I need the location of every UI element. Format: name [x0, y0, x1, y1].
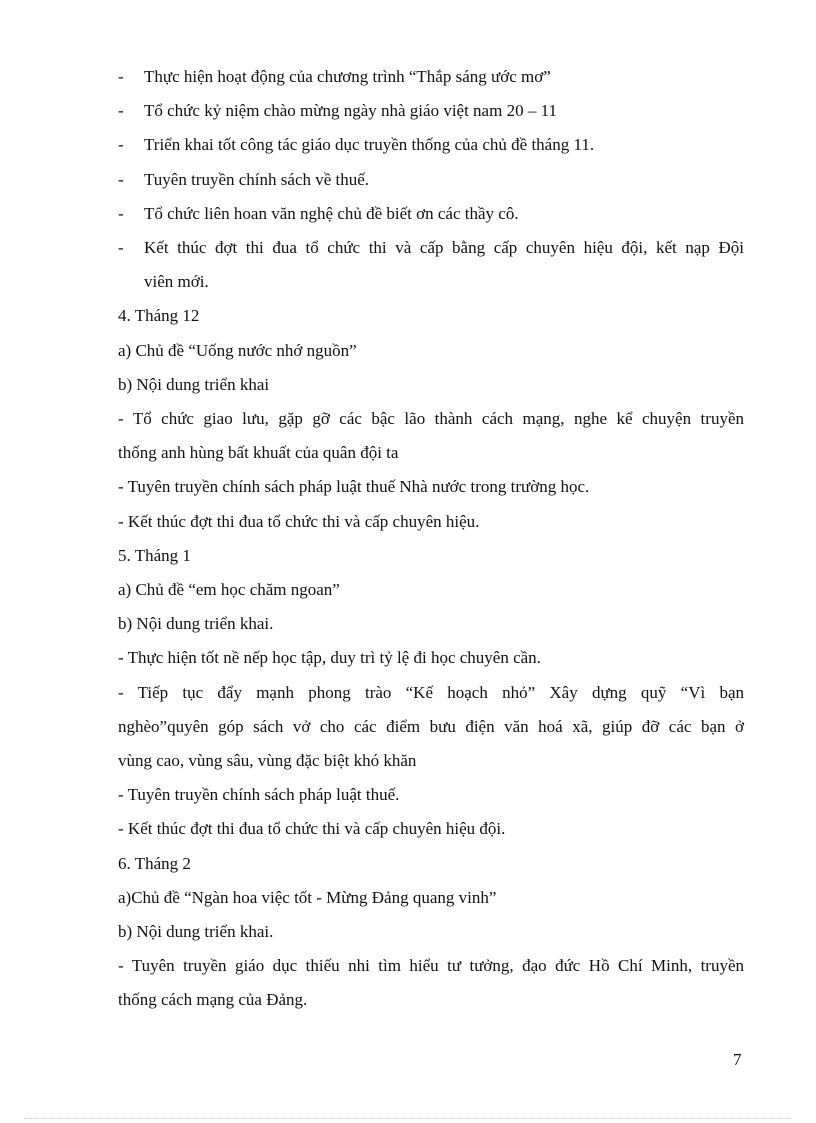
- bullet-dash: -: [118, 101, 124, 121]
- paragraph-line: - Thực hiện tốt nề nếp học tập, duy trì tỷ lệ đi học chuyên cần.: [118, 648, 541, 668]
- section-theme: a)Chủ đề “Ngàn hoa việc tốt - Mừng Đảng quang vinh”: [118, 887, 497, 907]
- section-content-heading: b) Nội dung triển khai.: [118, 922, 274, 942]
- section-theme: a) Chủ đề “em học chăm ngoan”: [118, 580, 340, 600]
- paragraph-line: - Kết thúc đợt thi đua tổ chức thi và cấp chuyên hiệu.: [118, 511, 480, 531]
- section-content-heading: b) Nội dung triển khai.: [118, 614, 274, 634]
- page-number: 7: [733, 1050, 742, 1069]
- bullet-dash: -: [118, 135, 124, 155]
- list-item: [118, 60, 744, 94]
- paragraph-line: - Kết thúc đợt thi đua tổ chức thi và cấp chuyên hiệu đội.: [118, 819, 506, 839]
- paragraph-line: thống cách mạng của Đảng.: [118, 990, 308, 1010]
- bullet-dash: -: [118, 238, 124, 258]
- list-item: [118, 197, 744, 231]
- paragraph-line: - Tiếp tục đẩy mạnh phong trào “Kế hoạch nhỏ” Xây dựng quỹ “Vì bạn: [118, 682, 744, 702]
- list-item: [118, 128, 744, 162]
- list-item: [118, 94, 744, 128]
- list-item-text: Tuyên truyền chính sách về thuế.: [144, 169, 370, 189]
- bullet-dash: -: [118, 67, 124, 86]
- footer-divider: [24, 1118, 792, 1119]
- section-month-12: [118, 299, 744, 538]
- section-theme: a) Chủ đề “Uống nước nhớ nguồn”: [118, 340, 357, 360]
- paragraph-line: vùng cao, vùng sâu, vùng đặc biệt khó khăn: [118, 751, 417, 771]
- section-heading: 4. Tháng 12: [118, 306, 200, 326]
- paragraph-line: - Tuyên truyền chính sách pháp luật thuế Nhà nước trong trường học.: [118, 477, 590, 497]
- list-item-text: Tổ chức liên hoan văn nghệ chủ đề biết ơn các thầy cô.: [144, 203, 519, 223]
- section-content-heading: b) Nội dung triển khai: [118, 374, 270, 394]
- bullet-dash: -: [118, 203, 124, 223]
- bullet-dash: -: [118, 169, 124, 189]
- paragraph-line: thống anh hùng bất khuất của quân đội ta: [118, 443, 399, 463]
- paragraph-line: - Tuyên truyền giáo dục thiếu nhi tìm hiểu tư tưởng, đạo đức Hồ Chí Minh, truyền: [118, 956, 744, 976]
- paragraph-line: - Tổ chức giao lưu, gặp gỡ các bậc lão thành cách mạng, nghe kể chuyện truyền: [118, 409, 744, 429]
- paragraph-line: nghèo”quyên góp sách vở cho các điểm bưu điện văn hoá xã, giúp đỡ các bạn ở: [118, 716, 744, 736]
- list-item-text: Tổ chức kỷ niệm chào mừng ngày nhà giáo việt nam 20 – 11: [144, 101, 557, 121]
- bullet-list-november: [118, 60, 744, 299]
- document-page: [118, 60, 744, 1018]
- section-heading: 6. Tháng 2: [118, 853, 191, 873]
- section-month-2: [118, 847, 744, 1018]
- section-month-1: [118, 539, 744, 847]
- list-item: [118, 231, 744, 265]
- list-item-text: Triển khai tốt công tác giáo dục truyền thống của chủ đề tháng 11.: [144, 135, 595, 155]
- paragraph-line: - Tuyên truyền chính sách pháp luật thuế.: [118, 785, 400, 805]
- list-item-text: Kết thúc đợt thi đua tổ chức thi và cấp bằng cấp chuyên hiệu đội, kết nạp Đội: [144, 238, 744, 258]
- section-heading: 5. Tháng 1: [118, 545, 191, 565]
- list-item-text: Thực hiện hoạt động của chương trình “Thắp sáng ước mơ”: [144, 67, 551, 86]
- list-item: [118, 163, 744, 197]
- list-item-continuation: viên mới.: [144, 272, 209, 292]
